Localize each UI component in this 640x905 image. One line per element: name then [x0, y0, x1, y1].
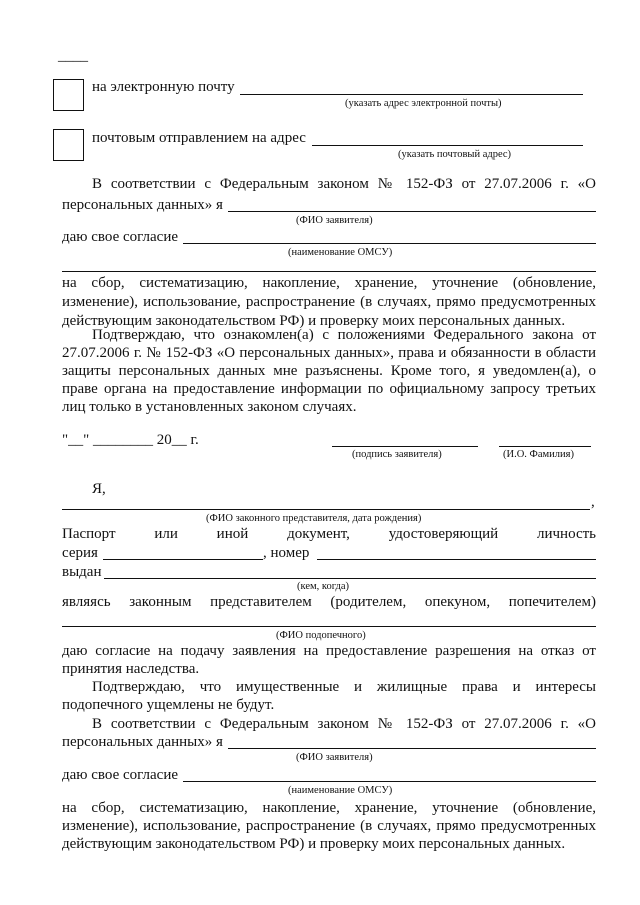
issued-hint: (кем, когда)	[297, 581, 349, 592]
email-field[interactable]	[240, 94, 583, 95]
consent1-line2: персональных данных» я	[62, 197, 223, 213]
consent1-para3: действующим законодательством РФ) и проверку моих персональных данных.	[62, 313, 566, 329]
email-hint: (указать адрес электронной почты)	[345, 98, 502, 109]
issued-field[interactable]	[104, 578, 596, 579]
ward-hint: (ФИО подопечного)	[276, 630, 366, 641]
confirm-line4: праве органа на предоставление информации по официальному запросу третьих	[62, 381, 596, 397]
consent2-para2: изменение), использование, распространение (в случаях, прямо предусмотренных	[62, 818, 596, 834]
post-hint: (указать почтовый адрес)	[398, 149, 512, 160]
representative-fio-hint: (ФИО законного представителя, дата рождения)	[206, 513, 422, 524]
consent1-fio-hint: (ФИО заявителя)	[296, 215, 373, 226]
name-field[interactable]	[499, 446, 591, 447]
consent2-line2: персональных данных» я	[62, 734, 223, 750]
name-hint: (И.О. Фамилия)	[503, 449, 574, 460]
number-field[interactable]	[317, 559, 596, 560]
top-dash: ____	[58, 48, 88, 64]
comma: ,	[591, 494, 595, 510]
email-checkbox[interactable]	[53, 79, 84, 111]
rep-confirm-line1: Подтверждаю, что имущественные и жилищные права и интересы	[92, 679, 596, 695]
consent2-omsu-hint: (наименование ОМСУ)	[288, 785, 393, 796]
signature-field[interactable]	[332, 446, 478, 447]
confirm-line3: защиты персональных данных мне разъяснены. Кроме того, я уведомлен(а), о	[62, 363, 596, 379]
consent1-fio-field[interactable]	[228, 211, 596, 212]
being-representative-line: являясь законным представителем (родителем, опекуном, попечителем)	[62, 594, 596, 610]
consent2-fio-hint: (ФИО заявителя)	[296, 752, 373, 763]
consent2-para3: действующим законодательством РФ) и проверку моих персональных данных.	[62, 836, 566, 852]
post-label: почтовым отправлением на адрес	[92, 130, 306, 146]
confirm-line5: лиц только в установленных законом случаях.	[62, 399, 357, 415]
series-field[interactable]	[103, 559, 263, 560]
consent2-line1: В соответствии с Федеральным законом № 152-ФЗ от 27.07.2006 г. «О	[92, 716, 596, 732]
agree-line1: даю согласие на подачу заявления на предоставление разрешения на отказ от	[62, 643, 596, 659]
agree-line2: принятия наследства.	[62, 661, 200, 677]
consent2-para1: на сбор, систематизацию, накопление, хранение, уточнение (обновление,	[62, 800, 596, 816]
post-address-field[interactable]	[312, 145, 583, 146]
consent1-line1: В соответствии с Федеральным законом № 152-ФЗ от 27.07.2006 г. «О	[92, 176, 596, 192]
consent2-fio-field[interactable]	[228, 748, 596, 749]
confirm-line2: 27.07.2006 г. № 152-ФЗ «О персональных данных», права и обязанности в области	[62, 345, 596, 361]
email-label: на электронную почту	[92, 79, 235, 95]
issued-label: выдан	[62, 564, 102, 580]
consent1-omsu-hint: (наименование ОМСУ)	[288, 247, 393, 258]
ya-label: Я,	[92, 481, 106, 497]
representative-fio-field[interactable]	[62, 509, 590, 510]
ward-fio-field[interactable]	[62, 626, 596, 627]
number-label: , номер	[263, 545, 310, 561]
consent2-line3: даю свое согласие	[62, 767, 179, 783]
rep-confirm-line2: подопечного ущемлены не будут.	[62, 697, 275, 713]
consent1-omsu-field[interactable]	[183, 243, 596, 244]
consent1-para2: изменение), использование, распространение (в случаях, прямо предусмотренных	[62, 294, 596, 310]
date-field[interactable]: "__" ________ 20__ г.	[62, 432, 199, 448]
consent1-blank-line[interactable]	[62, 271, 596, 272]
consent2-omsu-field[interactable]	[183, 781, 596, 782]
series-label: серия	[62, 545, 98, 561]
passport-line: Паспорт или иной документ, удостоверяющий личность	[62, 526, 596, 542]
confirm-line1: Подтверждаю, что ознакомлен(а) с положениями Федерального закона от	[92, 327, 596, 343]
signature-hint: (подпись заявителя)	[352, 449, 442, 460]
consent1-line3: даю свое согласие	[62, 229, 179, 245]
post-checkbox[interactable]	[53, 129, 84, 161]
consent1-para1: на сбор, систематизацию, накопление, хранение, уточнение (обновление,	[62, 275, 596, 291]
